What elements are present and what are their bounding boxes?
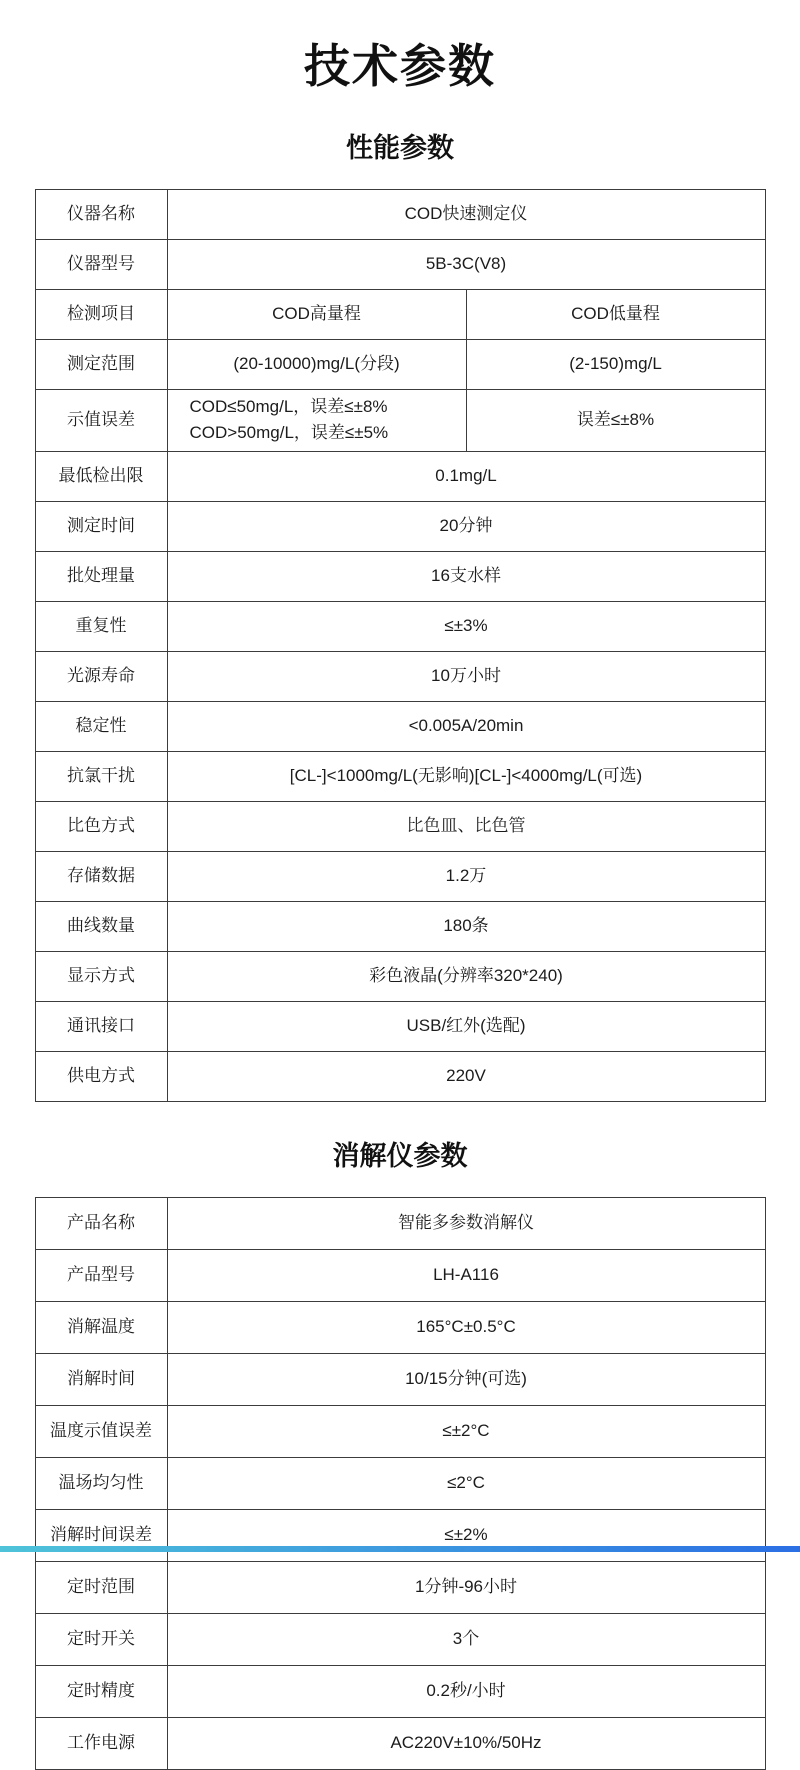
row-label: 仪器型号 [35, 240, 167, 290]
row-label: 曲线数量 [35, 901, 167, 951]
value-line: 3个 [452, 1628, 480, 1648]
value-line: 10万小时 [431, 665, 501, 685]
row-label: 通讯接口 [35, 1001, 167, 1051]
row-value [167, 1197, 765, 1249]
table-row [35, 190, 765, 240]
row-label: 重复性 [35, 601, 167, 651]
row-value [167, 1301, 765, 1353]
table-row [35, 1717, 765, 1769]
value-line: 165°C±0.5°C [416, 1316, 516, 1336]
row-label: 定时开关 [35, 1613, 167, 1665]
row-value [167, 451, 765, 501]
row-value [167, 1001, 765, 1051]
row-value [167, 751, 765, 801]
row-value [167, 240, 765, 290]
row-value [167, 1509, 765, 1561]
row-value [167, 1353, 765, 1405]
table-row [35, 1405, 765, 1457]
row-value [167, 1561, 765, 1613]
row-value [167, 390, 466, 452]
row-value [466, 390, 765, 452]
table-row [35, 1509, 765, 1561]
row-value [167, 801, 765, 851]
row-label: 测定范围 [35, 340, 167, 390]
table-row [35, 1561, 765, 1613]
row-label: 稳定性 [35, 701, 167, 751]
table-row [35, 290, 765, 340]
row-label: 产品名称 [35, 1197, 167, 1249]
row-label: 抗氯干扰 [35, 751, 167, 801]
value-line: 20分钟 [439, 515, 493, 535]
value-line: COD≤50mg/L，误差≤±8% [189, 397, 388, 416]
bottom-gradient-bar [0, 1546, 800, 1552]
row-value [167, 701, 765, 751]
row-value [167, 651, 765, 701]
value-line: COD高量程 [272, 304, 361, 324]
section-heading-digester: 消解仪参数 [332, 1140, 468, 1171]
row-label: 定时范围 [35, 1561, 167, 1613]
row-value [167, 1613, 765, 1665]
table-row [35, 901, 765, 951]
value-line: ≤±3% [444, 615, 488, 635]
row-value [167, 1405, 765, 1457]
row-value [167, 340, 466, 390]
value-line: LH-A116 [433, 1264, 499, 1284]
table-row [35, 1197, 765, 1249]
row-label: 光源寿命 [35, 651, 167, 701]
row-value [167, 951, 765, 1001]
row-value [167, 501, 765, 551]
row-value [167, 851, 765, 901]
value-line: COD快速测定仪 [404, 204, 528, 224]
value-line: USB/红外(选配) [406, 1015, 526, 1035]
row-label: 显示方式 [35, 951, 167, 1001]
value-line: [CL-]<1000mg/L(无影响)[CL-]<4000mg/L(可选) [289, 765, 643, 785]
row-label: 仪器名称 [35, 190, 167, 240]
row-label: 消解时间 [35, 1353, 167, 1405]
value-line: COD低量程 [571, 304, 660, 324]
value-line: AC220V±10%/50Hz [390, 1732, 542, 1752]
value-line: ≤±2°C [442, 1420, 490, 1440]
value-line: (2-150)mg/L [569, 354, 662, 374]
table-row [35, 1665, 765, 1717]
row-value [167, 1249, 765, 1301]
table-row [35, 1001, 765, 1051]
row-value [167, 901, 765, 951]
row-label: 比色方式 [35, 801, 167, 851]
row-label: 温场均匀性 [35, 1457, 167, 1509]
row-value [167, 601, 765, 651]
table-row [35, 801, 765, 851]
row-label: 温度示值误差 [35, 1405, 167, 1457]
value-line: 智能多参数消解仪 [398, 1212, 534, 1232]
table-row [35, 851, 765, 901]
value-line: <0.005A/20min [408, 715, 524, 735]
table-row [35, 1301, 765, 1353]
row-label: 测定时间 [35, 501, 167, 551]
row-value [167, 1457, 765, 1509]
row-value [466, 290, 765, 340]
value-line: 180条 [443, 915, 489, 935]
table-row [35, 751, 765, 801]
table-row [35, 601, 765, 651]
row-value [167, 1051, 765, 1101]
table-row [35, 1457, 765, 1509]
value-line: 比色皿、比色管 [406, 815, 526, 835]
table-row [35, 390, 765, 452]
section-heading-performance: 性能参数 [346, 133, 454, 163]
row-value [167, 1665, 765, 1717]
row-value [167, 190, 765, 240]
row-label: 示值误差 [35, 390, 167, 452]
table-row [35, 1249, 765, 1301]
table-row [35, 651, 765, 701]
table-row [35, 1051, 765, 1101]
row-value [167, 551, 765, 601]
value-line: ≤±2% [444, 1524, 488, 1544]
table-row [35, 340, 765, 390]
row-label: 最低检出限 [35, 451, 167, 501]
row-label: 消解时间误差 [35, 1509, 167, 1561]
table-row [35, 551, 765, 601]
row-value [167, 290, 466, 340]
value-line: 误差≤±8% [576, 409, 655, 429]
table-row [35, 951, 765, 1001]
value-line: 1分钟-96小时 [414, 1576, 518, 1596]
row-label: 供电方式 [35, 1051, 167, 1101]
page-title: 技术参数 [304, 40, 496, 92]
value-line: 5B-3C(V8) [425, 254, 507, 274]
row-value [466, 340, 765, 390]
table-row [35, 701, 765, 751]
table-row [35, 451, 765, 501]
value-line: 16支水样 [431, 565, 501, 585]
table-row [35, 1353, 765, 1405]
row-label: 检测项目 [35, 290, 167, 340]
value-line: 220V [446, 1065, 486, 1085]
row-label: 存储数据 [35, 851, 167, 901]
performance-parameters-table [35, 189, 766, 1102]
table-row [35, 501, 765, 551]
digester-parameters-table [35, 1197, 766, 1770]
value-line: 0.2秒/小时 [426, 1680, 506, 1700]
row-label: 批处理量 [35, 551, 167, 601]
value-line: 10/15分钟(可选) [405, 1368, 527, 1388]
table-row [35, 240, 765, 290]
row-label: 工作电源 [35, 1717, 167, 1769]
row-label: 消解温度 [35, 1301, 167, 1353]
value-line: ≤2°C [447, 1472, 485, 1492]
table-row [35, 1613, 765, 1665]
value-line: (20-10000)mg/L(分段) [233, 354, 400, 374]
row-label: 产品型号 [35, 1249, 167, 1301]
value-line: 1.2万 [445, 865, 487, 885]
value-line: COD>50mg/L，误差≤±5% [189, 423, 389, 443]
row-label: 定时精度 [35, 1665, 167, 1717]
value-line: 彩色液晶(分辨率320*240) [369, 965, 563, 985]
row-value [167, 1717, 765, 1769]
value-line: 0.1mg/L [435, 465, 497, 485]
